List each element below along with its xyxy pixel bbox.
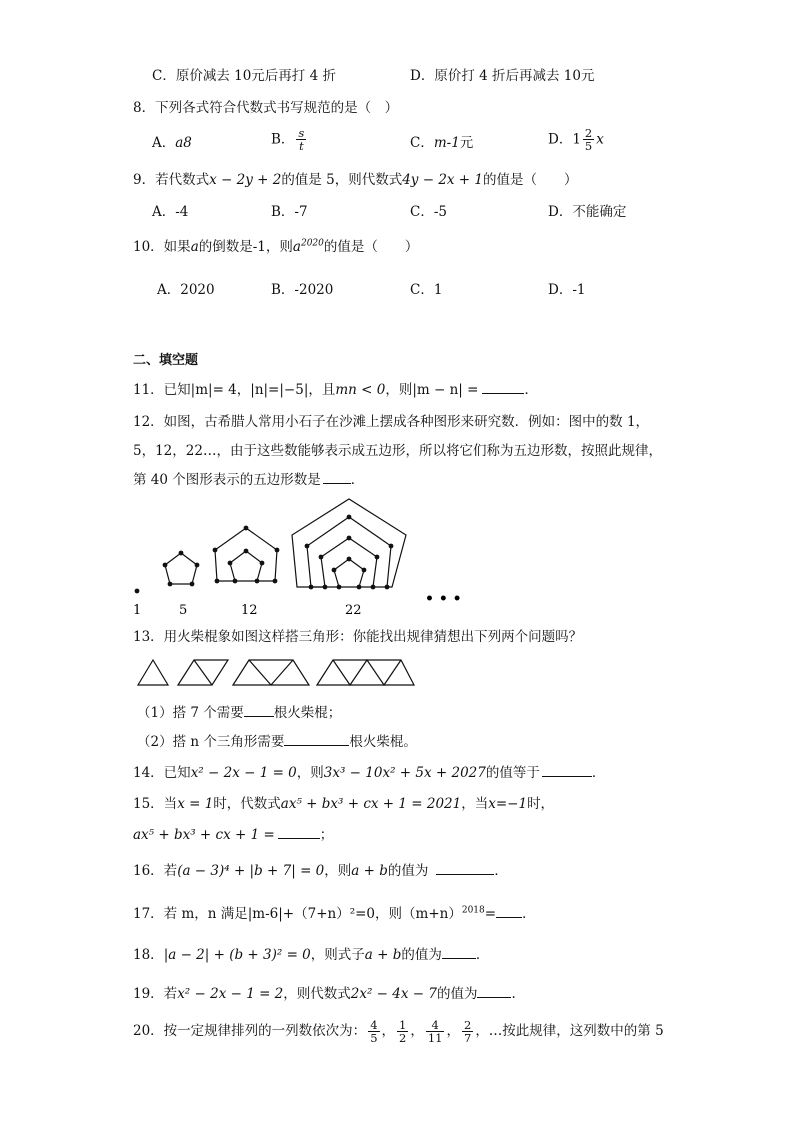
- pentagon-12-inner: [230, 551, 262, 581]
- q8-option-a: A．a8: [152, 135, 192, 151]
- q11-answer-blank: [482, 381, 524, 394]
- q13-sub1-blank: [244, 704, 274, 717]
- q20-fraction-3: $\frac{4}{11}$: [427, 1018, 443, 1045]
- q9-option-b: B．-7: [271, 204, 308, 220]
- q15-line1: 15．当x = 1时，代数式ax⁵ + bx³ + cx + 1 = 2021，当x=−1时，: [133, 796, 555, 812]
- q18: 18．|a − 2| + (b + 3)² = 0，则式子a + b的值为 ．: [133, 947, 490, 963]
- q9-option-a: A．-4: [152, 204, 189, 220]
- q8-option-d: D．1 $\frac{2}{5}$ x: [548, 126, 604, 153]
- pentagon-22-mid: [321, 538, 377, 587]
- q12-line2: 5，12，22…，由于这些数能够表示成五边形，所以将它们称为五边形数，按照此规律，: [133, 443, 662, 459]
- q17-answer-blank: [496, 905, 522, 918]
- q14: 14．已知x² − 2x − 1 = 0，则3x³ − 10x² + 5x + 2027的值等于 ．: [133, 765, 606, 781]
- q20: 20．按一定规律排列的一列数依次为： $\frac{4}{5}$ ， $\frac{1}{2}$ ， $\frac{4}{11}$ ， $\frac{2}{7}$ ，…按此规律，这列数中的第 5: [133, 1018, 664, 1045]
- pentagon-22-outermost: [292, 499, 406, 587]
- q13-sub2: （2）搭 n 个三角形需要 根火柴棍。: [137, 734, 417, 750]
- q15-line2: ax⁵ + bx³ + cx + 1 = ；: [133, 827, 334, 843]
- pentagon-22-outer: [307, 517, 391, 587]
- q19-answer-blank: [477, 985, 511, 998]
- triangles-3: [233, 660, 309, 685]
- triangles-4: [317, 660, 414, 685]
- q18-answer-blank: [442, 946, 476, 959]
- pentagon-5: [165, 553, 197, 584]
- q10-stem: 10．如果a的倒数是-1，则$a^{2020}$的值是（ ）: [133, 238, 419, 255]
- fig-label-12: 12: [241, 603, 258, 618]
- fig-ellipsis: • • •: [425, 591, 462, 607]
- section-title: 二、填空题: [133, 353, 199, 368]
- q10-option-a: A．2020: [157, 282, 215, 298]
- q16-answer-blank: [436, 862, 494, 875]
- fig-label-22: 22: [345, 603, 362, 618]
- q19: 19．若x² − 2x − 1 = 2，则代数式2x² − 4x − 7的值为 .: [133, 986, 516, 1002]
- q16: 16．若(a − 3)⁴ + |b + 7| = 0，则a + b的值为 ．: [133, 863, 508, 879]
- q7-option-d: D．原价打 4 折后再减去 10元: [410, 68, 595, 84]
- q10-option-c: C．1: [410, 282, 443, 298]
- fig-label-5: 5: [179, 603, 188, 618]
- matchstick-triangles-figure: [136, 658, 416, 688]
- q13-sub2-blank: [284, 733, 349, 746]
- triangles-2: [178, 660, 228, 685]
- q12-answer-blank: [323, 471, 351, 484]
- q8-stem: 8．下列各式符合代数式书写规范的是（ ）: [133, 100, 399, 116]
- triangle-1: [138, 660, 168, 685]
- q13-stem: 13．用火柴棍象如图这样搭三角形：你能找出规律猜想出下列两个问题吗？: [133, 629, 583, 645]
- q17: 17．若 m，n 满足|m-6|+（7+n）²=0，则$(m+n)^{2018}=$ ．: [133, 905, 536, 922]
- q11: 11．已知|m|= 4，|n|=|−5|，且mn < 0，则|m − n| = ．: [133, 382, 538, 398]
- fig-label-1: 1: [133, 603, 142, 618]
- q12-line3: 第 40 个图形表示的五边形数是 ．: [133, 472, 365, 488]
- pentagonal-numbers-figure: [125, 495, 465, 620]
- pentagon-22-inner: [334, 559, 364, 587]
- q10-option-d: D．-1: [548, 282, 586, 298]
- q20-fraction-2: $\frac{1}{2}$: [399, 1018, 407, 1045]
- q8-option-b: B． $\frac{s}{t}$: [271, 126, 305, 153]
- pentagon-12-outer: [215, 528, 277, 581]
- q8-option-c: C．m-1元: [410, 135, 474, 151]
- q9-option-c: C．-5: [410, 204, 447, 220]
- q12-line1: 12．如图，古希腊人常用小石子在沙滩上摆成各种图形来研究数．例如：图中的数 1，: [133, 414, 650, 430]
- q7-option-c: C．原价减去 10元后再打 4 折: [152, 68, 336, 84]
- q20-fraction-4: $\frac{2}{7}$: [463, 1018, 472, 1045]
- q14-answer-blank: [542, 764, 592, 777]
- q9-stem: 9．若代数式x − 2y + 2的值是 5，则代数式4y − 2x + 1的值是（ ）: [133, 172, 578, 188]
- q9-option-d: D．不能确定: [548, 204, 627, 220]
- q13-sub1: （1）搭 7 个需要 根火柴棍；: [137, 705, 342, 721]
- q20-fraction-1: $\frac{4}{5}$: [370, 1018, 378, 1045]
- q10-option-b: B．-2020: [271, 282, 334, 298]
- q15-answer-blank: [278, 826, 320, 839]
